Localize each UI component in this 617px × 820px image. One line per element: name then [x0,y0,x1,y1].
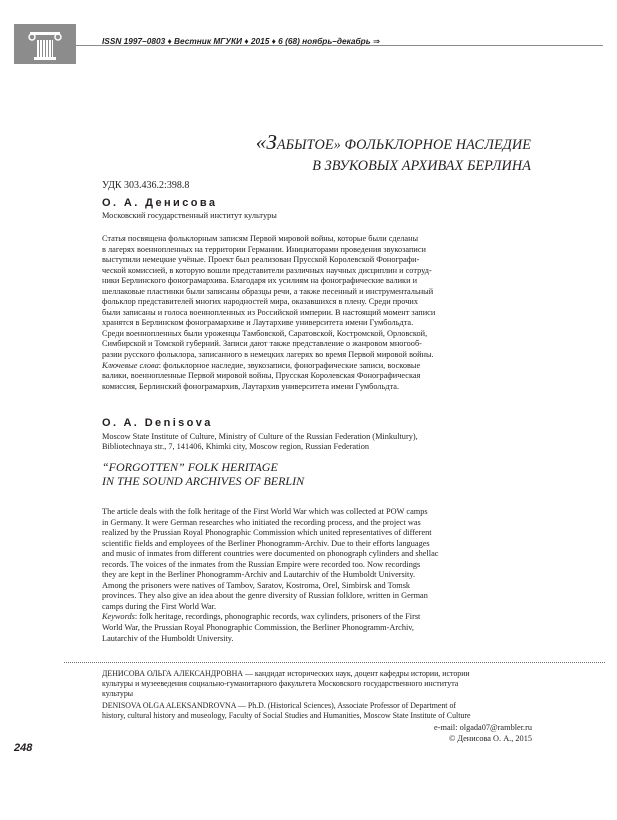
abstract-ru [102,234,530,392]
author-email: e-mail: olgada07@rambler.ru [434,723,532,732]
udk-code: УДК 303.436.2:398.8 [102,180,190,191]
abstract-ru-line: Статья посвящена фольклорным записям Первой мировой войны, которые были сделаны [102,234,419,243]
abstract-ru-line: хранятся в Берлинском фонограмархиве и Лаутархиве университета имени Гумбольдта. [102,318,414,328]
title-dropcap: «З [255,130,277,154]
keywords-ru-line: : фольклорное наследие, звукозаписи, фонографические записи, восковые [158,360,421,370]
abstract-ru-line: фольклор представителей многих народностей мира, оказавшихся в плену. Среди прочих [102,297,418,307]
abstract-ru-line: были записаны и голоса военнопленных из Российской империи. В настоящий момент записи [102,307,436,317]
article-title-en [102,461,304,488]
author-note-ru-line: ДЕНИСОВА ОЛЬГА АЛЕКСАНДРОВНА — кандидат исторических наук, доцент кафедры истории, истории [102,669,470,678]
author-name-en: O. A. Denisova [102,417,213,429]
abstract-en-line: The article deals with the folk heritage of the First World War which was collected at POW camps [102,507,428,516]
journal-header: ISSN 1997–0803 ♦ Вестник МГУКИ ♦ 2015 ♦ 6 (68) ноябрь–декабрь ⇒ [102,36,380,46]
keywords-en [102,612,530,623]
author-note-ru-line: культуры и музееведения социально-гуманитарного факультета Московского государственного института [102,679,459,688]
title-en-line-1: “FORGOTTEN” FOLK HERITAGE [102,460,278,474]
author-note-en-line: history, cultural history and museology, Faculty of Social Studies and Humanities, Moscow State Institute of Culture [102,711,471,720]
keywords-ru-line: комиссия, Берлинский фонограмархив, Лаутархив университета имени Гумбольдта. [102,381,400,391]
abstract-ru-line: ники Берлинского фонограмархива. Благодаря их усилиям на фонографические валики и [102,276,418,286]
page-number: 248 [14,742,33,754]
abstract-en-line: Among the prisoners were natives of Tambov, Saratov, Kostroma, Orel, Simbirsk and Tomsk [102,580,411,590]
title-ru-line-2: В ЗВУКОВЫХ АРХИВАХ БЕРЛИНА [312,158,531,174]
affiliation-en-line: Moscow State Institute of Culture, Ministry of Culture of the Russian Federation (Minkultury), [102,432,418,441]
abstract-en-line: and music of inmates from different countries were documented on phonograph cylinders and shellac [102,549,439,559]
abstract-ru-line: в лагерях военнопленных на территории Германии. Инициаторами проведения звукозаписи [102,244,426,254]
author-note-ru [102,669,530,699]
abstract-ru-line: Среди военнопленных были уроженцы Тамбовской, Саратовской, Костромской, Орловской, [102,328,428,338]
abstract-ru-line: шеллаковые пластинки были записаны образцы речи, а также песенный и инструментальный [102,286,434,296]
author-name-ru: О. А. Денисова [102,197,218,209]
abstract-en [102,507,530,644]
abstract-en-line: scientific fields and employees of the Berliner Phonogramm-Archiv. Due to their efforts languages [102,538,430,548]
abstract-en-line: provinces. They also give an idea about the genre diversity of Russian folklore, written in German [102,591,428,601]
author-contacts [434,723,532,744]
keywords-en-line: World War, the Prussian Royal Phonographic Commission, the Berliner Phonogramm-Archiv, [102,623,414,633]
author-note-en [102,701,530,721]
abstract-en-line: records. The voices of the inmates from the Russian Empire were recorded too. Now recordings [102,559,421,569]
author-affiliation-ru: Московский государственный институт культуры [102,211,277,220]
abstract-en-line: in Germany. It were German researches who initiated the recording process, and the project was [102,517,421,527]
abstract-ru-line: Симбирской и Томской губерний. Записи дают также представление о жанровом многооб- [102,339,422,349]
column-logo-icon [14,24,76,64]
abstract-ru-line: ческой комиссией, в которую вошли представители различных научных дисциплин и сотруд- [102,265,432,275]
title-ru-line-1-text: АБЫТОЕ» ФОЛЬКЛОРНОЕ НАСЛЕДИЕ [276,137,531,153]
footnote-divider [64,662,605,663]
abstract-ru-line: выступили немецкие учёные. Проект был реализован Прусской Королевской Фонографи- [102,255,420,265]
author-note-en-line: DENISOVA OLGA ALEKSANDROVNA — Ph.D. (Historical Sciences), Associate Professor of Department of [102,701,457,710]
abstract-ru-line: разии русского фольклора, записанного в немецких лагерях во время Первой мировой войны. [102,350,434,360]
abstract-en-line: realized by the Prussian Royal Phonographic Commission which united representatives of different [102,528,432,538]
abstract-en-line: camps during the First World War. [102,601,217,611]
affiliation-en-line: Bibliotechnaya str., 7, 141406, Khimki city, Moscow region, Russian Federation [102,442,370,451]
title-ru-line-1 [256,132,531,156]
author-note-ru-line: культуры [102,689,134,698]
keywords-ru-label: Ключевые слова [102,360,159,370]
journal-logo [14,24,76,64]
keywords-en-line: : folk heritage, recordings, phonographic records, wax cylinders, prisoners of the First [134,612,421,622]
title-en-line-2: IN THE SOUND ARCHIVES OF BERLIN [102,473,305,488]
abstract-en-line: they are kept in the Berliner Phonogramm-Archiv and Lautarchiv of the Humboldt University. [102,570,416,580]
keywords-ru-line: валики, военнопленные Первой мировой войны, Прусская Королевская Фонографическая [102,371,421,381]
keywords-ru [102,361,530,372]
keywords-en-label: Keywords [102,612,135,622]
copyright: © Денисова О. А., 2015 [448,733,532,743]
author-affiliation-en [102,432,522,452]
keywords-en-line: Lautarchiv of the Humboldt University. [102,633,234,643]
article-title-ru [256,132,531,177]
